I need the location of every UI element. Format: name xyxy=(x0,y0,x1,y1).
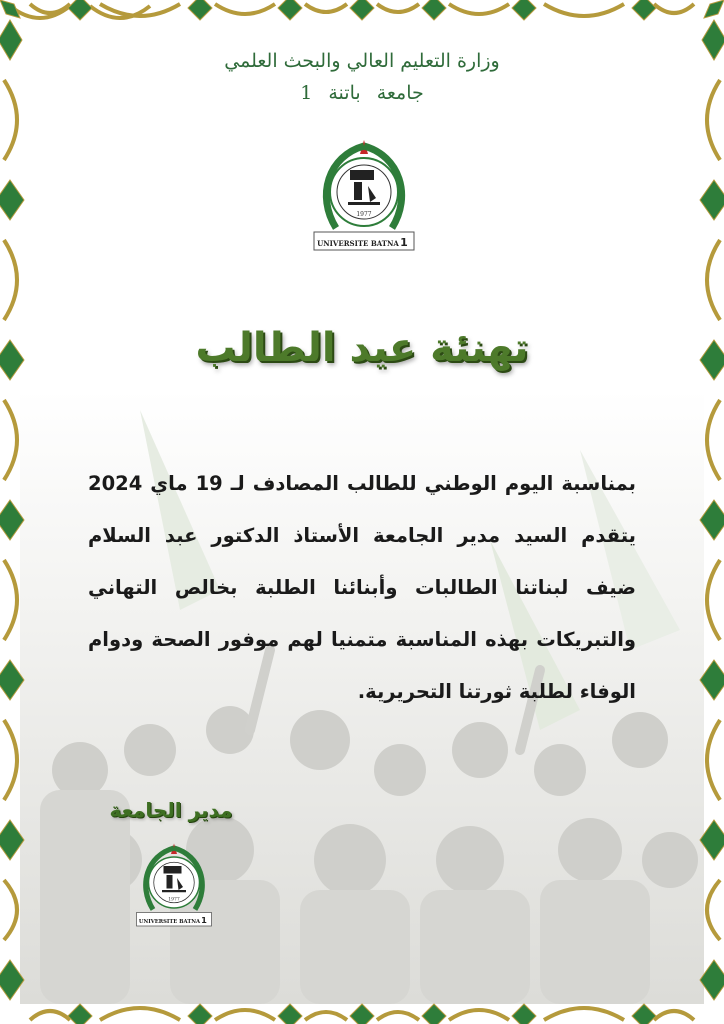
logo-small-year: 1977 xyxy=(168,897,180,903)
logo-number: 1 xyxy=(400,236,408,249)
logo-latin-text: UNIVERSITE BATNA xyxy=(317,239,399,248)
ornament-border-bottom xyxy=(0,990,724,1024)
message-body: بمناسبة اليوم الوطني للطالب المصادف لـ 19 ماي 2024 يتقدم السيد مدير الجامعة الأستاذ الدكتور عبد السلام ضيف لبناتنا الطالبات وأبنائنا الطلبة بخالص التهاني والتبريكات بهذه المناسبة متمنيا لهم موفور الصحة ودوام الوفاء لطلبة ثورتنا التحريرية. xyxy=(88,472,636,703)
logo-year: 1977 xyxy=(356,211,372,218)
ornament-border-left xyxy=(0,0,34,1024)
ornament-border-top xyxy=(0,0,724,34)
university-heading: جامعة باتنة 1 xyxy=(300,82,424,104)
university-logo-small xyxy=(132,840,216,934)
signature-title: مدير الجامعة xyxy=(109,798,233,822)
logo-small-number: 1 xyxy=(201,915,207,925)
ministry-heading: وزارة التعليم العالي والبحث العلمي xyxy=(224,50,500,72)
logo-small-latin-text: UNIVERSITE BATNA xyxy=(138,919,201,925)
ornament-border-right xyxy=(690,0,724,1024)
university-logo xyxy=(308,136,420,260)
page-title: تهنئة عيد الطالب xyxy=(195,325,529,371)
